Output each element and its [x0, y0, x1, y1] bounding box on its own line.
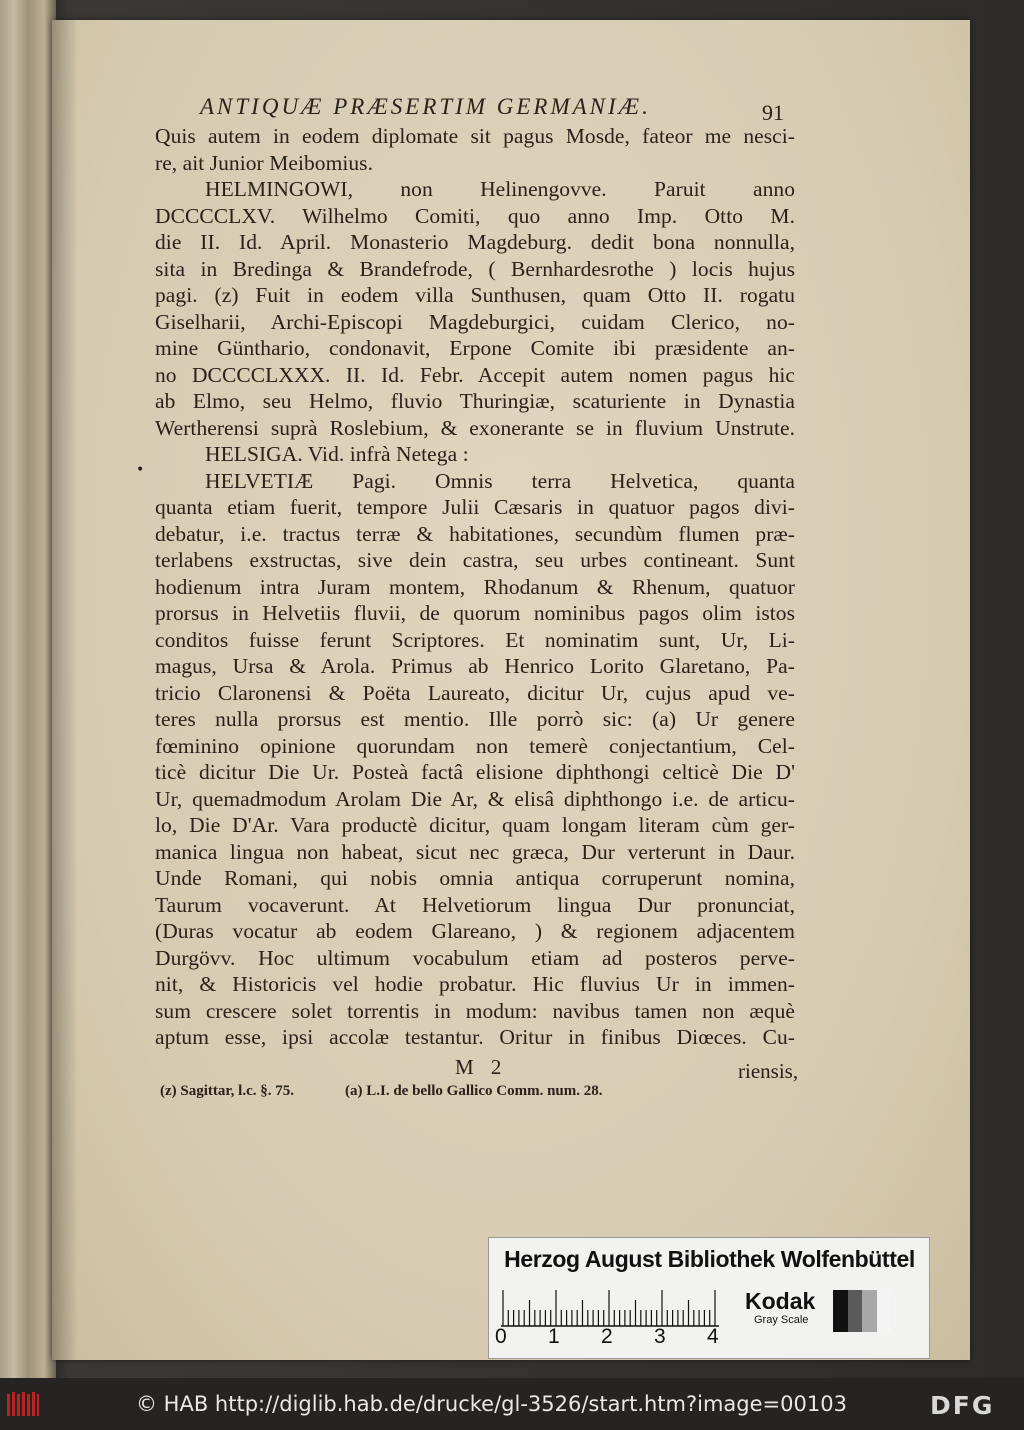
footer-bar [0, 1378, 1024, 1430]
ruler-number: 2 [601, 1325, 613, 1348]
catchword: riensis, [738, 1059, 799, 1083]
dfg-logo: DFG [930, 1391, 995, 1420]
ruler-icon [501, 1286, 719, 1328]
source-url[interactable]: © HAB http://diglib.hab.de/drucke/gl-3526/start.htm?image=00103 [136, 1392, 847, 1416]
text-line: Quis autem in eodem diplomate sit pagus Mosde, fateor me nesci- [155, 124, 795, 148]
text-line: lo, Die D'Ar. Vara productè dicitur, quam longam literam cùm ger- [155, 813, 795, 837]
text-line: (Duras vocatur ab eodem Glareano, ) & regionem adjacentem [155, 919, 795, 943]
library-name: Herzog August Bibliothek Wolfenbüttel [504, 1246, 915, 1272]
text-line: mine Günthario, condonavit, Erpone Comite ibi præsidente an- [155, 336, 795, 360]
gray-patch [862, 1290, 877, 1332]
text-line: tricio Claronensi & Poëta Laureato, dicitur Ur, cujus apud ve- [155, 680, 795, 705]
text-line: HELSIGA. Vid. infrà Netega : [205, 442, 469, 466]
text-line: conditos fuisse ferunt Scriptores. Et nominatim sunt, Ur, Li- [155, 627, 795, 652]
gray-patch [833, 1290, 848, 1332]
text-line: sum crescere solet torrentis in modum: navibus tamen non æquè [155, 998, 795, 1023]
text-line: Durgövv. Hoc ultimum vocabulum etiam ad posteros perve- [155, 945, 795, 970]
text-line: no DCCCCLXXX. II. Id. Febr. Accepit autem nomen pagus hic [155, 362, 795, 387]
running-head: ANTIQUÆ PRÆSERTIM GERMANIÆ. [200, 94, 651, 119]
text-line: Wertherensi suprà Roslebium, & exonerante se in fluvium Unstrute. [155, 415, 795, 440]
text-line: ab Elmo, seu Helmo, fluvio Thuringiæ, scaturiente in Dynastia [155, 389, 795, 413]
margin-mark: • [136, 462, 145, 478]
text-line: quanta etiam fuerit, tempore Julii Cæsaris in quatuor pagos divi- [155, 495, 795, 519]
previous-page-edge [0, 0, 56, 1378]
gray-patch [877, 1290, 892, 1332]
kodak-brand: Kodak [745, 1288, 816, 1314]
text-line: nit, & Historicis vel hodie probatur. Hic fluvius Ur in immen- [155, 972, 795, 996]
text-line: fœminino opinione quorundam non temerè conjectantium, Cel- [155, 733, 795, 758]
page-number: 91 [762, 100, 784, 125]
text-line: sita in Bredinga & Brandefrode, ( Bernhardesrothe ) locis hujus [155, 256, 795, 281]
text-line: Unde Romani, qui nobis omnia antiqua corruperunt nomina, [155, 866, 795, 890]
text-line: Ur, quemadmodum Arolam Die Ar, & elisâ diphthongo i.e. de articu- [155, 786, 795, 811]
text-line: HELVETIÆ Pagi. Omnis terra Helvetica, quanta [205, 468, 795, 493]
text-line: re, ait Junior Meibomius. [155, 150, 374, 175]
text-line: magus, Ursa & Arola. Primus ab Henrico Lorito Glaretano, Pa- [155, 654, 795, 678]
gray-scale-patches [833, 1290, 891, 1332]
text-line: pagi. (z) Fuit in eodem villa Sunthusen, quam Otto II. rogatu [155, 283, 795, 307]
text-line: teres nulla prorsus est mentio. Ille porrò sic: (a) Ur genere [155, 707, 795, 731]
ruler-number: 1 [548, 1325, 560, 1348]
ruler-number: 0 [495, 1325, 507, 1348]
ruler-number: 3 [654, 1325, 666, 1348]
text-line: hodienum intra Juram montem, Rhodanum & Rhenum, quatuor [155, 574, 795, 599]
text-line: HELMINGOWI, non Helinengovve. Paruit anno [205, 177, 795, 201]
text-line: prorsus in Helvetiis fluvii, de quorum nominibus pagos olim istos [155, 601, 795, 625]
text-line: manica lingua non habeat, sicut nec græca, Dur verterunt in Daur. [155, 839, 795, 864]
gutter-shadow [52, 20, 78, 1360]
gray-patch [848, 1290, 863, 1332]
footnote-a: (a) L.I. de bello Gallico Comm. num. 28. [345, 1083, 603, 1099]
text-line: die II. Id. April. Monasterio Magdeburg. dedit bona nonnulla, [155, 230, 795, 254]
color-scale-card [488, 1237, 930, 1359]
footnote-z: (z) Sagittar, l.c. §. 75. [160, 1083, 295, 1099]
signature-mark: M 2 [455, 1055, 508, 1079]
hab-logo-icon [6, 1390, 40, 1418]
text-line: Giselharii, Archi-Episcopi Magdeburgici, cuidam Clerico, no- [155, 309, 795, 334]
text-line: Taurum vocaverunt. At Helvetiorum lingua Dur pronunciat, [155, 892, 795, 917]
text-line: aptum esse, ipsi accolæ testantur. Oritur in finibus Diœces. Cu- [155, 1025, 795, 1049]
text-line: debatur, i.e. tractus terræ & habitationes, secundùm flumen præ- [155, 521, 795, 546]
gray-scale-label: Gray Scale [754, 1314, 809, 1326]
text-line: terlabens exstructas, sive dein castra, seu urbes contineant. Sunt [155, 548, 795, 572]
ruler-number: 4 [707, 1325, 719, 1348]
text-line: ticè dicitur Die Ur. Posteà factâ elisione diphthongi celticè Die D' [155, 760, 795, 784]
text-line: DCCCCLXV. Wilhelmo Comiti, quo anno Imp. Otto M. [155, 203, 795, 228]
